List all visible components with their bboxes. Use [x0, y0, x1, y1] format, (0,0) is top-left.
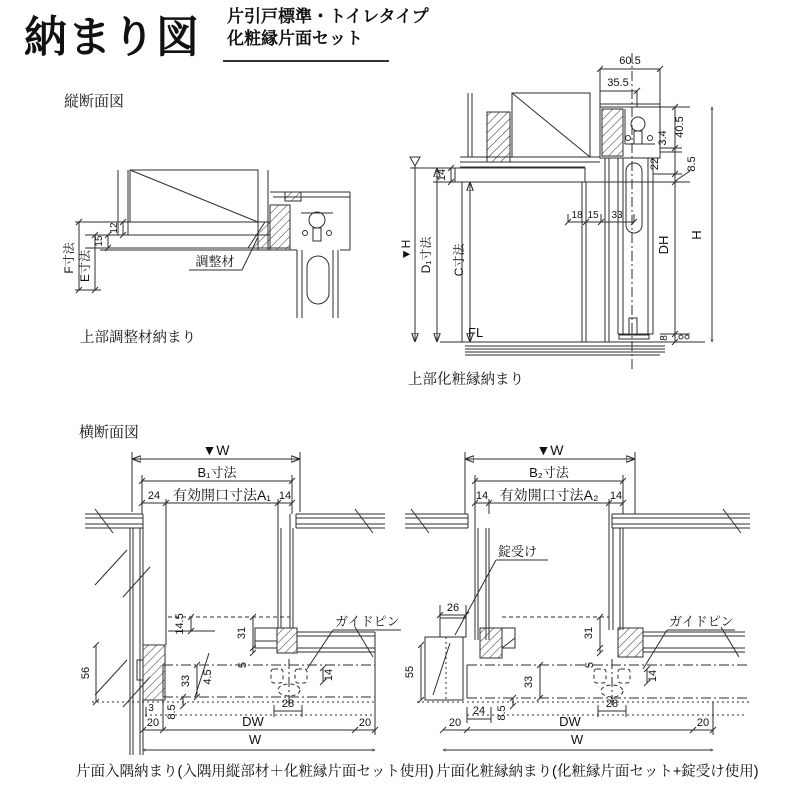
- dim-28: 28: [281, 698, 295, 710]
- linework: [85, 509, 385, 755]
- dim-3-4: 3.4: [657, 130, 669, 146]
- dim-22: 22: [649, 157, 661, 171]
- dim-26: 26: [446, 602, 460, 614]
- lock-callout: [455, 544, 548, 635]
- linework: [100, 170, 350, 318]
- guide-pin-callout: [643, 614, 735, 669]
- section-label-vertical: 縦断面図: [64, 93, 125, 110]
- dim-8: 8: [659, 335, 670, 341]
- dim-35-5: 35.5: [607, 77, 629, 89]
- drawing-section-upper-adjuster: [55, 140, 355, 320]
- dim-15: 15: [94, 235, 105, 247]
- subtitle-line-1: 片引戸標準・トイレタイプ: [227, 7, 429, 26]
- dim-4-5: 4.5: [202, 669, 214, 685]
- dim-14: 14: [436, 168, 448, 182]
- section-label-horizontal: 横断面図: [79, 424, 140, 441]
- dim-14-5: 14.5: [174, 613, 186, 635]
- dim-40-5: 40.5: [674, 116, 686, 138]
- dim-20-left: 20: [146, 717, 160, 729]
- lock-label: 錠受け: [498, 544, 538, 559]
- guide-pin-callout: [307, 614, 401, 669]
- dim-56: 56: [80, 666, 92, 680]
- page-title: 納まり図: [24, 14, 200, 62]
- dim-24: 24: [147, 490, 161, 502]
- adjuster-label: 調整材: [195, 254, 235, 269]
- dim-33: 33: [180, 674, 192, 688]
- dim-f: F寸法: [62, 242, 76, 274]
- dim-15: 15: [587, 210, 599, 221]
- dim-8-5: 8.5: [496, 705, 508, 721]
- dim-opening-a1: 有効開口寸法A₁: [172, 487, 272, 503]
- dim-3: 3: [148, 703, 154, 714]
- dim-c: C寸法: [452, 243, 466, 277]
- dim-18: 18: [571, 210, 583, 221]
- dim-vw: ▼W: [202, 442, 230, 458]
- subtitle-line-2: 化粧縁片面セット: [227, 29, 363, 49]
- adjuster-callout: [189, 237, 258, 270]
- dim-b2: B₂寸法: [529, 465, 569, 480]
- dim-vw: ▼W: [536, 442, 564, 458]
- dim-5: 5: [237, 661, 249, 669]
- dim-e: E寸法: [78, 249, 92, 283]
- dim-20-right: 20: [696, 717, 710, 729]
- dim-dh: DH: [656, 235, 671, 255]
- dim-31: 31: [583, 626, 595, 640]
- dim-33: 33: [523, 675, 535, 689]
- dim-pin-14: 14: [323, 668, 335, 682]
- dim-pin-14: 14: [647, 669, 659, 683]
- dim-14-right: 14: [609, 490, 623, 502]
- dim-8-5: 8.5: [166, 704, 178, 720]
- drawing-plan-inside-corner: [80, 442, 415, 760]
- dim-12: 12: [109, 222, 120, 234]
- dim-14-left: 14: [475, 490, 489, 502]
- caption-one-side-trim: 片面化粧縁納まり(化粧縁片面セット+錠受け使用): [436, 764, 759, 780]
- dim-d1: D₁寸法: [419, 236, 433, 274]
- caption-inside-corner: 片面入隅納まり(入隅用縦部材＋化粧縁片面セット使用): [76, 764, 434, 780]
- caption-upper-trim: 上部化粧縁納まり: [408, 372, 524, 388]
- dim-w: W: [570, 732, 584, 747]
- guide-pin-label: ガイドピン: [669, 614, 734, 629]
- floor-level-label: FL: [468, 325, 484, 340]
- dim-dw: DW: [242, 714, 264, 729]
- dim-24: 24: [472, 705, 486, 717]
- caption-upper-adjuster: 上部調整材納まり: [80, 330, 196, 346]
- dim-14: 14: [278, 490, 292, 502]
- dim-h: H: [689, 230, 704, 240]
- dim-w: W: [248, 732, 262, 747]
- dim-60-5: 60.5: [619, 55, 641, 67]
- dim-31: 31: [236, 626, 248, 640]
- dim-opening-a2: 有効開口寸法A₂: [499, 487, 599, 503]
- dim-vh: ▼H: [399, 239, 413, 261]
- dim-20-left: 20: [448, 717, 462, 729]
- guide-pin-label: ガイドピン: [335, 614, 400, 629]
- dim-5: 5: [584, 661, 596, 669]
- drawing-plan-one-side-trim: [404, 442, 775, 760]
- dim-b1: B₁寸法: [197, 465, 237, 480]
- dim-28: 28: [605, 698, 619, 710]
- dim-8-5: 8.5: [686, 156, 698, 172]
- page-subtitle: [227, 6, 429, 50]
- dim-20-right: 20: [358, 717, 372, 729]
- subtitle-underline: [223, 60, 389, 62]
- dim-55: 55: [404, 665, 416, 679]
- drawing-section-upper-trim: [399, 45, 760, 375]
- dim-33: 33: [611, 210, 623, 221]
- dim-dw: DW: [559, 714, 581, 729]
